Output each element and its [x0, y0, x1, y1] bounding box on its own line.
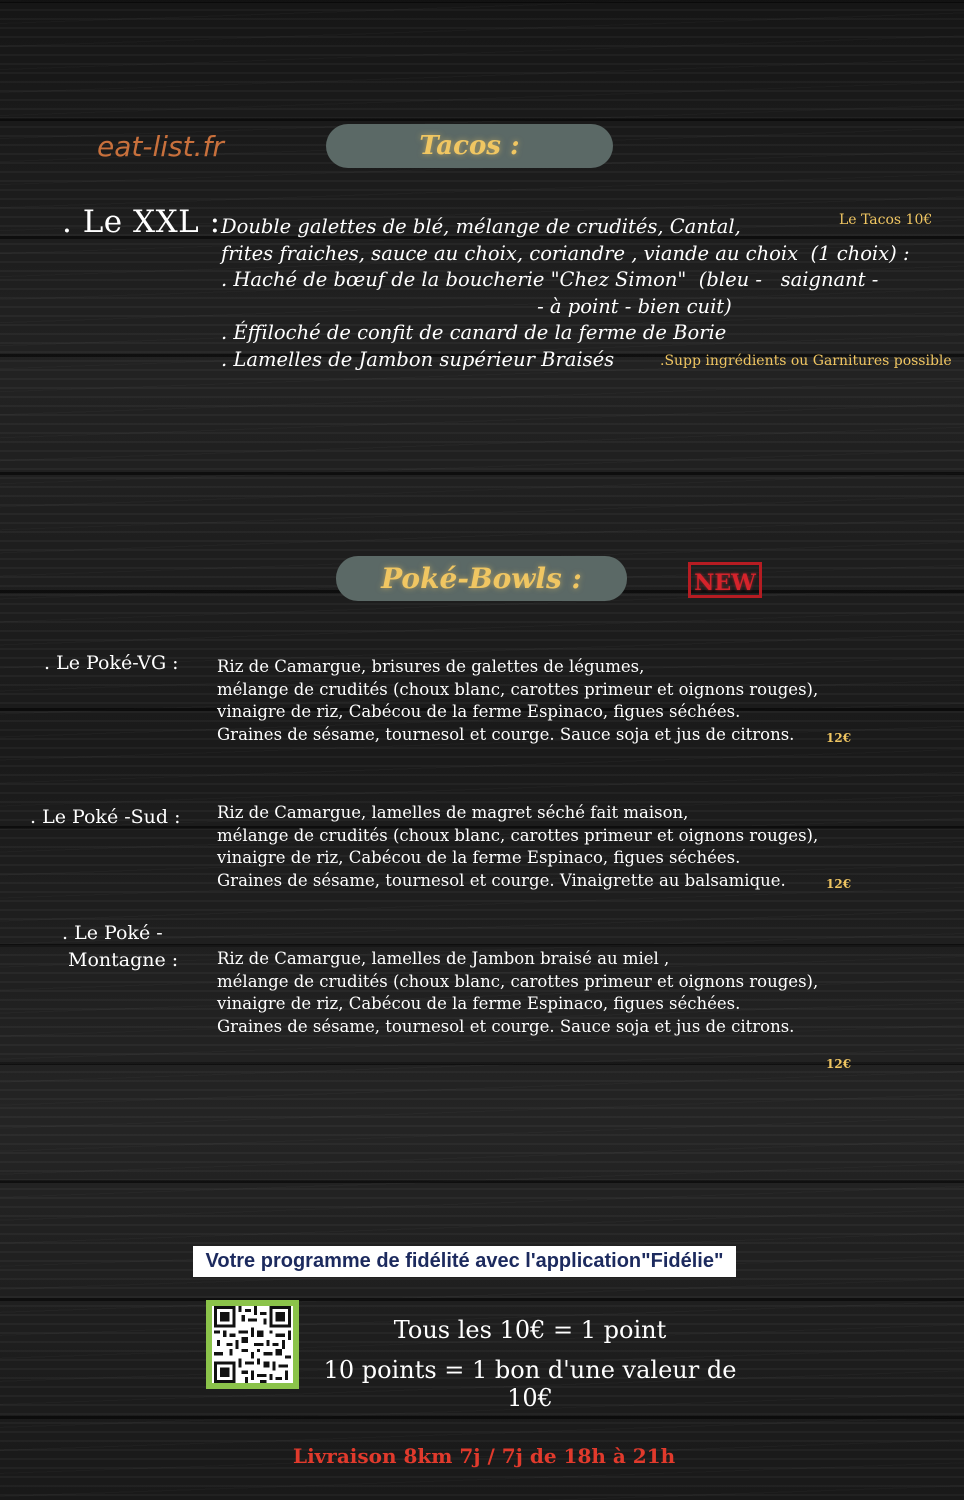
description-line: . Haché de bœuf de la boucherie "Chez Simon" (bleu - saignant - [221, 268, 879, 291]
poke-item-price: 12€ [826, 731, 852, 745]
description-line: Riz de Camargue, lamelles de magret séché fait maison, [217, 803, 689, 822]
poke-item-price: 12€ [826, 877, 852, 891]
description-line: vinaigre de riz, Cabécou de la ferme Espinaco, figues séchées. [217, 702, 741, 721]
description-line: Graines de sésame, tournesol et courge. Sauce soja et jus de citrons. [217, 724, 795, 744]
description-line: vinaigre de riz, Cabécou de la ferme Espinaco, figues séchées. [217, 848, 741, 867]
description-line: . Éffiloché de confit de canard de la ferme de Borie [221, 321, 727, 344]
name-line: . Le Poké-VG : [44, 652, 179, 674]
name-line: . Le Poké - [62, 922, 163, 944]
poke-item-description [217, 948, 827, 1038]
description-line: - à point - bien cuit) [221, 294, 732, 318]
qr-code-graphic [212, 1306, 293, 1383]
description-line: . Lamelles de Jambon supérieur Braisés [221, 347, 615, 371]
poke-item-name [62, 920, 178, 974]
description-line: Double galettes de blé, mélange de crudités, Cantal, [221, 215, 741, 238]
brand-watermark: eat-list.fr [97, 130, 224, 163]
description-line: Graines de sésame, tournesol et courge. Vinaigrette au balsamique. [217, 870, 786, 890]
supplement-note: .Supp ingrédients ou Garnitures possible [660, 353, 952, 369]
poke-item-name [44, 650, 179, 677]
tacos-price: Le Tacos 10€ [839, 212, 933, 228]
tacos-section-title: Tacos : [326, 124, 613, 168]
delivery-info: Livraison 8km 7j / 7j de 18h à 21h [293, 1444, 676, 1468]
description-line: Riz de Camargue, lamelles de Jambon braisé au miel , [217, 949, 670, 968]
description-line: mélange de crudités (choux blanc, carottes primeur et oignons rouges), [217, 971, 819, 991]
loyalty-points-rule: Tous les 10€ = 1 point [393, 1316, 667, 1344]
description-line: Riz de Camargue, brisures de galettes de légumes, [217, 657, 645, 676]
poke-item-price: 12€ [826, 1057, 852, 1071]
qr-code-icon[interactable] [206, 1300, 299, 1389]
description-line: mélange de crudités (choux blanc, carottes primeur et oignons rouges), [217, 825, 819, 845]
name-line: . Le Poké -Sud : [30, 806, 181, 828]
tacos-item-name: . Le XXL : [62, 204, 221, 240]
description-line: vinaigre de riz, Cabécou de la ferme Espinaco, figues séchées. [217, 994, 741, 1013]
name-line: Montagne : [68, 949, 179, 971]
description-line: Graines de sésame, tournesol et courge. Sauce soja et jus de citrons. [217, 1016, 795, 1036]
poke-item-name [30, 804, 181, 831]
loyalty-banner: Votre programme de fidélité avec l'application"Fidélie" [193, 1246, 736, 1277]
poke-section-title: Poké-Bowls : [336, 556, 627, 601]
poke-item-description [217, 802, 827, 892]
loyalty-reward-rule: 10 points = 1 bon d'une valeur de 10€ [323, 1356, 737, 1412]
poke-item-description [217, 656, 827, 746]
new-badge: NEW [688, 562, 762, 598]
description-line: mélange de crudités (choux blanc, carottes primeur et oignons rouges), [217, 679, 819, 699]
description-line: frites fraiches, sauce au choix, coriandre , viande au choix (1 choix) : [221, 241, 910, 265]
